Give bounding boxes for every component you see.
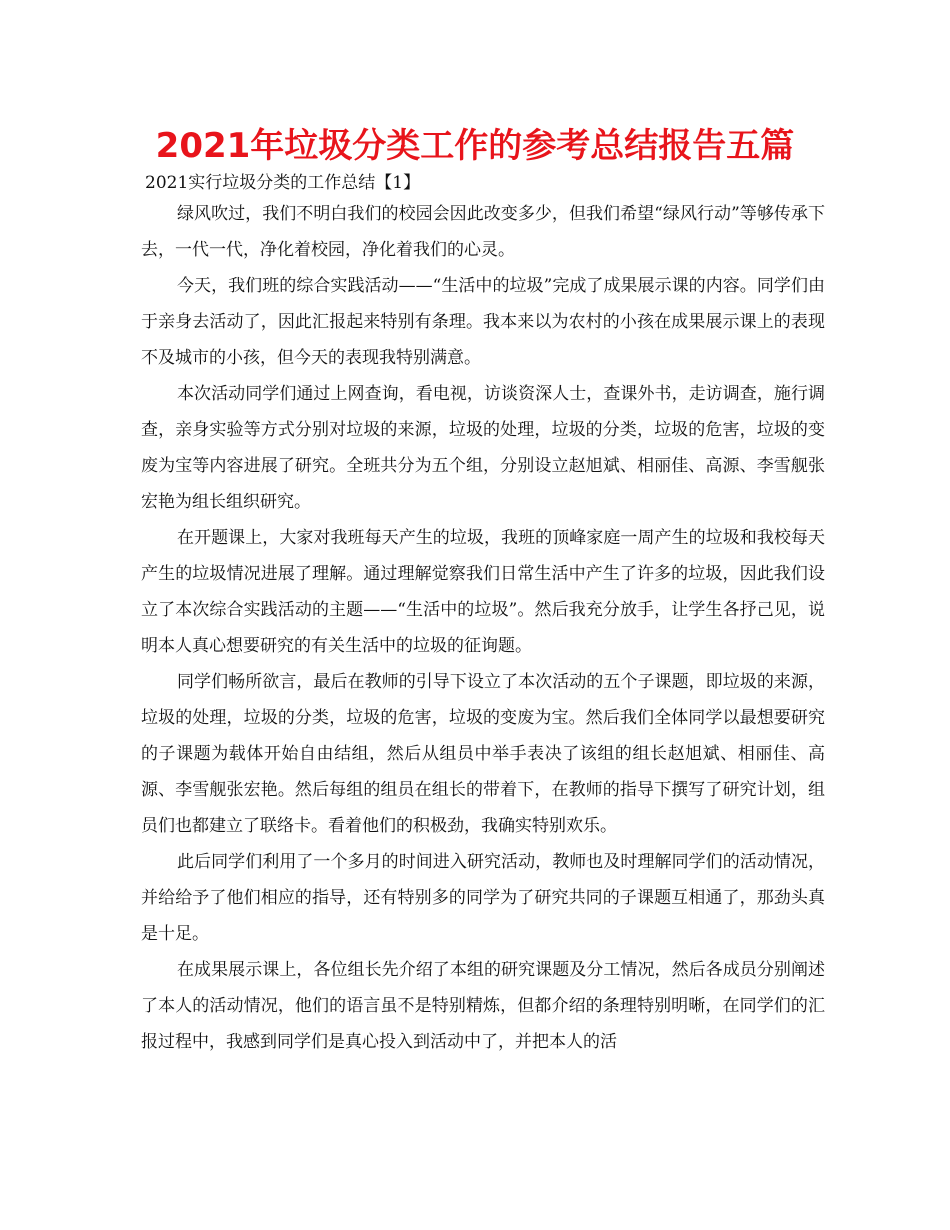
paragraph: 在开题课上，大家对我班每天产生的垃圾，我班的顶峰家庭一周产生的垃圾和我校每天产生的垃圾情况进展了理解。通过理解觉察我们日常生活中产生了许多的垃圾，因此我们设立了本次综合实践活动的主题——“生活中的垃圾”。然后我充分放手，让学生各抒己见，说明本人真心想要研究的有关生活中的垃圾的征询题。 (141, 528, 825, 656)
paragraph: 在成果展示课上，各位组长先介绍了本组的研究课题及分工情况，然后各成员分别阐述了本人的活动情况，他们的语言虽不是特别精炼，但都介绍的条理特别明晰，在同学们的汇报过程中，我感到同学们是真心投入到活动中了，并把本人的活 (141, 960, 825, 1052)
paragraph: 今天，我们班的综合实践活动——“生活中的垃圾”完成了成果展示课的内容。同学们由于亲身去活动了，因此汇报起来特别有条理。我本来以为农村的小孩在成果展示课上的表现不及城市的小孩，但今天的表现我特别满意。 (141, 276, 825, 368)
paragraph: 同学们畅所欲言，最后在教师的引导下设立了本次活动的五个子课题，即垃圾的来源，垃圾的处理，垃圾的分类，垃圾的危害，垃圾的变废为宝。然后我们全体同学以最想要研究的子课题为载体开始自由结组，然后从组员中举手表决了该组的组长赵旭斌、相丽佳、高源、李雪舰张宏艳。然后每组的组员在组长的带着下，在教师的指导下撰写了研究计划，组员们也都建立了联络卡。看着他们的积极劲，我确实特别欢乐。 (141, 672, 825, 836)
document-body (141, 196, 825, 1060)
paragraph: 此后同学们利用了一个多月的时间进入研究活动，教师也及时理解同学们的活动情况，并给给予了他们相应的指导，还有特别多的同学为了研究共同的子课题互相通了，那劲头真是十足。 (141, 852, 825, 944)
paragraph: 绿风吹过，我们不明白我们的校园会因此改变多少，但我们希望“绿风行动”等够传承下去，一代一代，净化着校园，净化着我们的心灵。 (141, 204, 825, 260)
paragraph: 本次活动同学们通过上网查询，看电视，访谈资深人士，查课外书，走访调查，施行调查，亲身实验等方式分别对垃圾的来源，垃圾的处理，垃圾的分类，垃圾的危害，垃圾的变废为宝等内容进展了研究。全班共分为五个组，分别设立赵旭斌、相丽佳、高源、李雪舰张宏艳为组长组织研究。 (141, 384, 825, 512)
section-heading: 2021实行垃圾分类的工作总结【1】 (145, 173, 421, 193)
document-title: 2021年垃圾分类工作的参考总结报告五篇 (155, 126, 795, 166)
